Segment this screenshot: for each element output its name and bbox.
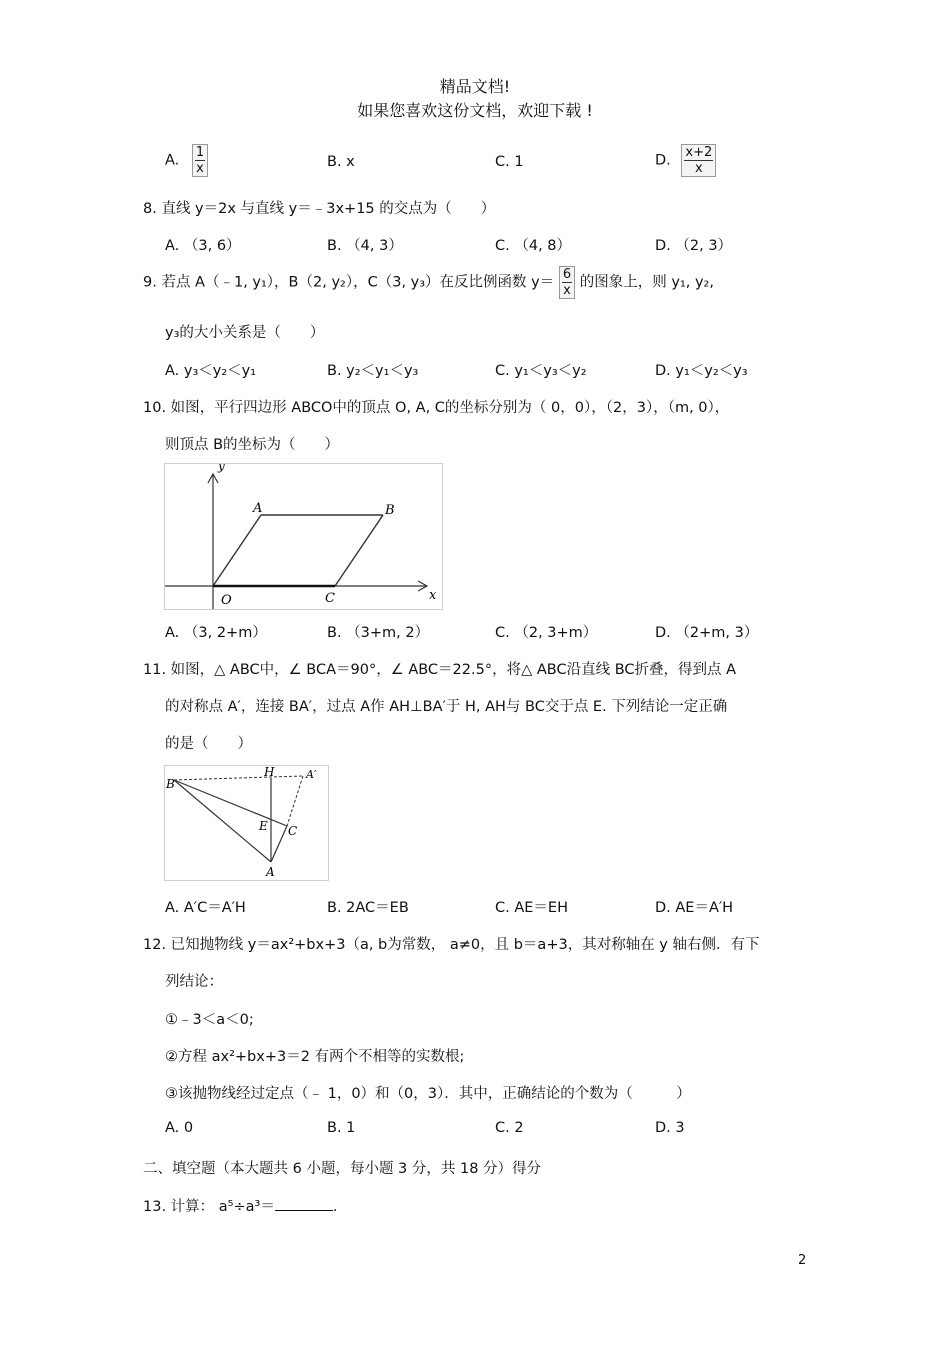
line-a-prime-c (287, 776, 303, 826)
q12-conclusion-2: ②方程 ax²+bx+3＝2 有两个不相等的实数根; (165, 1049, 465, 1065)
q8-option-c: C. （4, 8） (495, 238, 572, 254)
q11-option-c: C. AE＝EH (495, 900, 568, 916)
q12-option-c: C. 2 (495, 1120, 524, 1136)
label-y: y (218, 464, 225, 473)
label-a: A (253, 501, 263, 516)
label-a: A (266, 865, 275, 879)
line-bc (174, 780, 287, 826)
q12-stem-line2: 列结论： (165, 974, 223, 990)
q9-text-after: 的图象上，则 y₁, y₂, (579, 274, 714, 291)
q9-option-a: A. y₃＜y₂＜y₁ (165, 363, 257, 379)
q9-stem-line1 (143, 266, 714, 299)
q11-stem-line3: 的是（ ） (165, 736, 252, 752)
q11-option-a: A. A′C＝A′H (165, 900, 246, 916)
label-o: O (221, 593, 232, 608)
q7-option-a-num: 1 (195, 145, 205, 160)
side-bc (335, 515, 383, 586)
label-x: x (429, 588, 437, 603)
q10-option-a: A. （3, 2+m） (165, 625, 267, 641)
q11-stem-line2: 的对称点 A′，连接 BA′，过点 A作 AH⊥BA′于 H, AH与 BC交于点 E. 下列结论一定正确 (165, 699, 728, 715)
q13-end: . (332, 1199, 338, 1215)
q9-option-c: C. y₁＜y₃＜y₂ (495, 363, 587, 379)
q13-stem (143, 1195, 337, 1216)
q12-option-d: D. 3 (655, 1120, 685, 1136)
q9-frac-num: 6 (562, 267, 572, 282)
q10-figure-svg (165, 464, 442, 609)
q9-stem-line2: y₃的大小关系是（ ） (165, 325, 325, 341)
q10-option-d: D. （2+m, 3） (655, 625, 759, 641)
label-e: E (259, 819, 268, 833)
q7-option-d-label: D. (655, 152, 671, 169)
q7-option-a (165, 144, 208, 177)
q9-fraction (559, 266, 575, 299)
q10-option-b: B. （3+m, 2） (327, 625, 430, 641)
label-h: H (264, 766, 275, 779)
section-2-title: 二、填空题（本大题共 6 小题，每小题 3 分，共 18 分）得分 (143, 1161, 542, 1177)
q11-option-b: B. 2AC＝EB (327, 900, 409, 916)
q10-stem-line1: 10. 如图，平行四边形 ABCO中的顶点 O, A, C的坐标分别为（ 0，0），（2，3），（m, 0）， (143, 400, 730, 416)
label-c: C (325, 591, 335, 606)
q12-conclusion-3: ③该抛物线经过定点（﹣ 1，0）和（0，3）．其中，正确结论的个数为（ ） (165, 1086, 691, 1102)
q11-option-d: D. AE＝A′H (655, 900, 734, 916)
q12-option-b: B. 1 (327, 1120, 356, 1136)
q9-frac-den: x (563, 283, 571, 298)
q7-option-d-fraction (681, 144, 716, 177)
label-b: B (385, 503, 395, 518)
q7-option-d-den: x (694, 161, 703, 176)
header-subtitle: 如果您喜欢这份文档，欢迎下载 ! (357, 101, 593, 120)
q8-option-a: A. （3, 6） (165, 238, 241, 254)
q12-option-a: A. 0 (165, 1120, 194, 1136)
label-c: C (288, 824, 298, 838)
q10-figure (164, 463, 443, 610)
q9-option-d: D. y₁＜y₂＜y₃ (655, 363, 748, 379)
q9-option-b: B. y₂＜y₁＜y₃ (327, 363, 419, 379)
q8-option-d: D. （2, 3） (655, 238, 733, 254)
q11-figure (164, 765, 329, 881)
q7-option-c: C. 1 (495, 154, 524, 170)
line-ba-prime (174, 776, 303, 780)
q11-figure-svg (165, 766, 328, 880)
q8-stem: 8. 直线 y＝2x 与直线 y＝﹣3x+15 的交点为（ ） (143, 201, 496, 217)
q12-stem-line1: 12. 已知抛物线 y＝ax²+bx+3（a, b为常数， a≠0，且 b＝a+3，其对称轴在 y 轴右侧．有下 (143, 937, 760, 953)
q7-option-a-label: A. (165, 152, 180, 169)
q12-conclusion-1: ①﹣3＜a＜0; (165, 1012, 254, 1028)
line-ba (174, 780, 271, 862)
label-b: B (166, 777, 175, 791)
label-a-prime: A′ (306, 768, 317, 781)
q7-option-a-den: x (196, 161, 204, 176)
q7-option-d (655, 144, 716, 177)
q10-option-c: C. （2, 3+m） (495, 625, 598, 641)
page-number: 2 (798, 1253, 807, 1268)
q10-stem-line2: 则顶点 B的坐标为（ ） (165, 437, 340, 453)
q13-text: 13. 计算： a⁵÷a³＝ (143, 1199, 275, 1215)
q8-option-b: B. （4, 3） (327, 238, 403, 254)
q7-option-b: B. x (327, 154, 355, 170)
side-oa (213, 515, 261, 586)
header-title: 精品文档! (439, 77, 511, 96)
q7-option-d-num: x+2 (685, 145, 713, 160)
q13-answer-blank[interactable] (275, 1198, 333, 1211)
q9-text-before: 9. 若点 A（﹣1, y₁），B（2, y₂），C（3, y₃）在反比例函数 y＝ (143, 274, 555, 291)
line-ca (271, 826, 287, 862)
q11-stem-line1: 11. 如图，△ ABC中，∠ BCA＝90°，∠ ABC＝22.5°，将△ ABC沿直线 BC折叠，得到点 A (143, 662, 737, 678)
q7-option-a-fraction (192, 144, 208, 177)
